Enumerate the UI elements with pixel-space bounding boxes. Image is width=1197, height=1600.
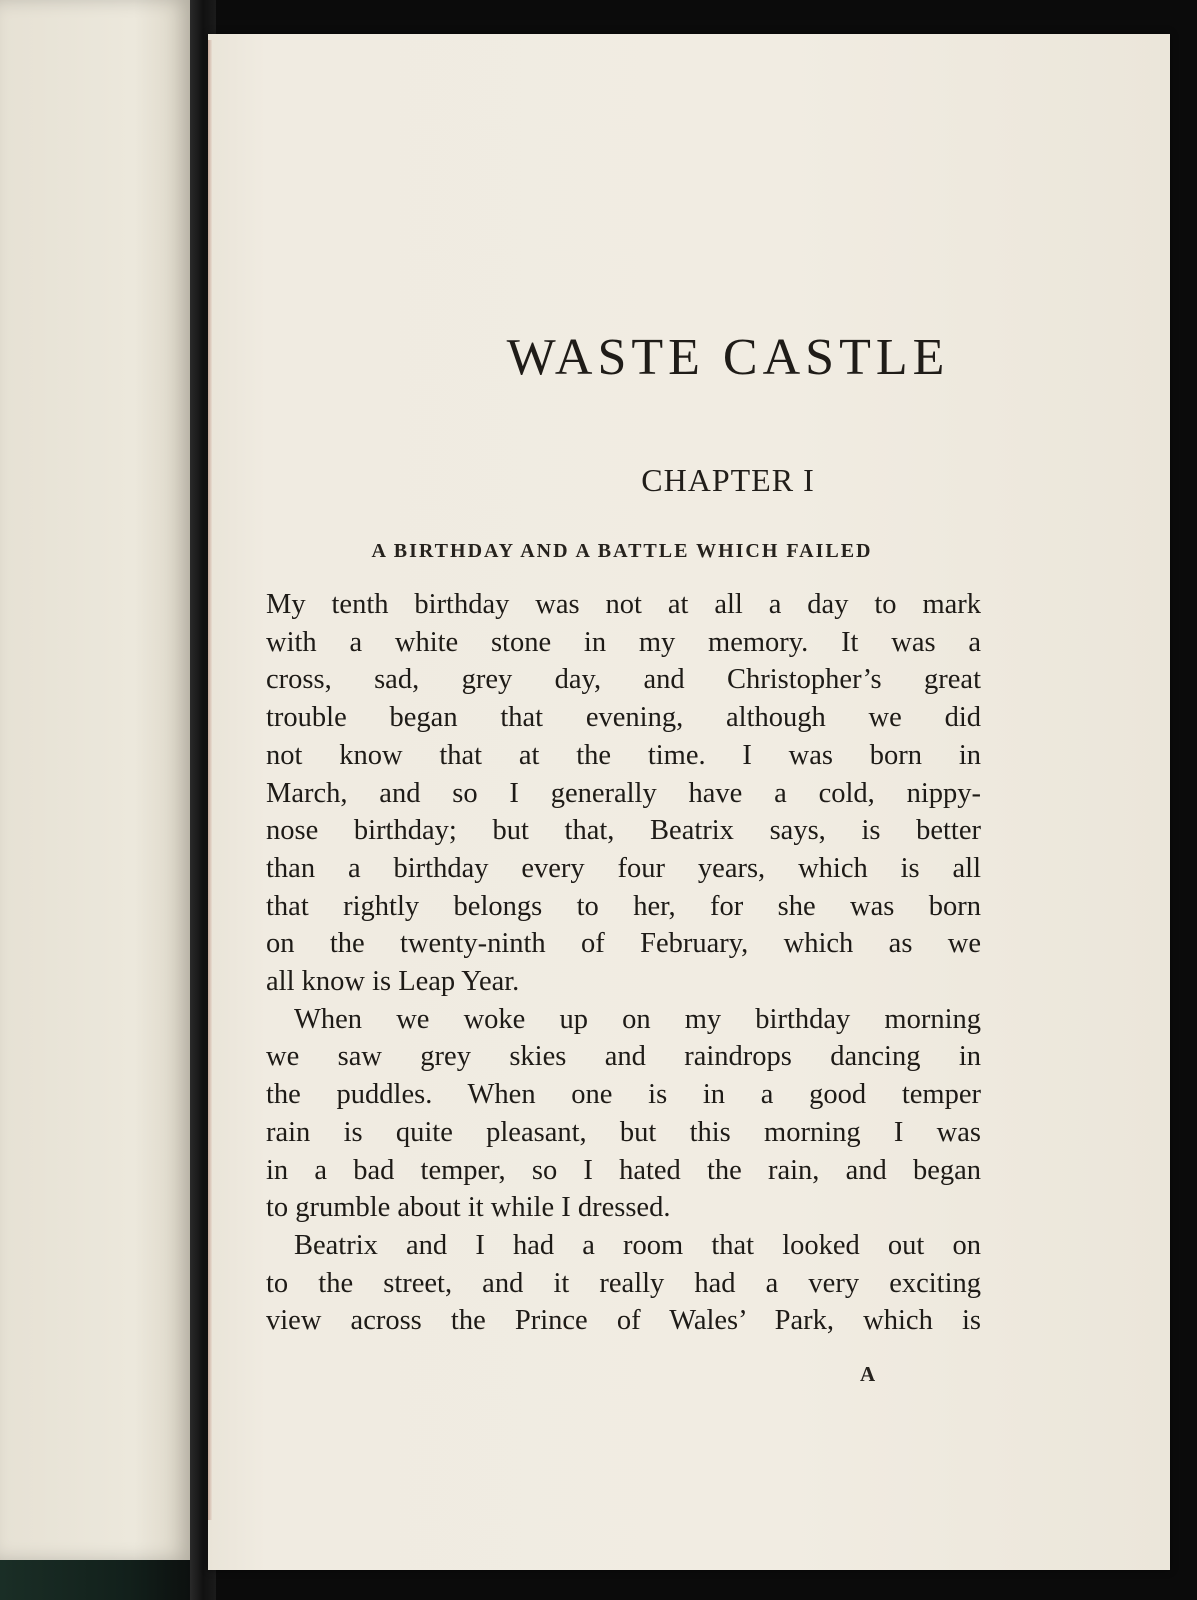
- text-line: we saw grey skies and raindrops dancing in: [266, 1041, 981, 1073]
- text-line: in a bad temper, so I hated the rain, and began: [266, 1154, 981, 1186]
- text-line: rain is quite pleasant, but this morning I was: [266, 1116, 981, 1148]
- chapter-title: A BIRTHDAY AND A BATTLE WHICH FAILED: [371, 540, 873, 562]
- text-line: that rightly belongs to her, for she was born: [266, 890, 981, 922]
- text-line: view across the Prince of Wales’ Park, which is: [266, 1305, 981, 1337]
- text-line: to the street, and it really had a very exciting: [266, 1267, 981, 1299]
- chapter-body-text: [266, 586, 981, 1340]
- text-line: Beatrix and I had a room that looked out on: [294, 1229, 981, 1261]
- text-line: When we woke up on my birthday morning: [294, 1003, 981, 1035]
- text-line: My tenth birthday was not at all a day to mark: [266, 589, 981, 620]
- text-line: trouble began that evening, although we did: [266, 702, 981, 734]
- left-page: [0, 0, 192, 1560]
- text-line: with a white stone in my memory. It was a: [266, 626, 981, 658]
- text-line: cross, sad, grey day, and Christopher’s great: [266, 664, 981, 696]
- text-line: than a birthday every four years, which is all: [266, 852, 981, 884]
- text-line: to grumble about it while I dressed.: [266, 1192, 671, 1224]
- text-line: all know is Leap Year.: [266, 966, 520, 998]
- text-line: March, and so I generally have a cold, nippy-: [266, 777, 981, 809]
- signature-mark: A: [860, 1362, 877, 1386]
- text-line: the puddles. When one is in a good temper: [266, 1079, 981, 1111]
- page-edge: [208, 40, 212, 1520]
- book-title: WASTE CASTLE: [506, 329, 950, 386]
- text-line: nose birthday; but that, Beatrix says, is better: [266, 815, 981, 847]
- chapter-number: CHAPTER I: [641, 462, 815, 498]
- text-line: not know that at the time. I was born in: [266, 739, 981, 771]
- text-line: on the twenty-ninth of February, which as we: [266, 928, 981, 960]
